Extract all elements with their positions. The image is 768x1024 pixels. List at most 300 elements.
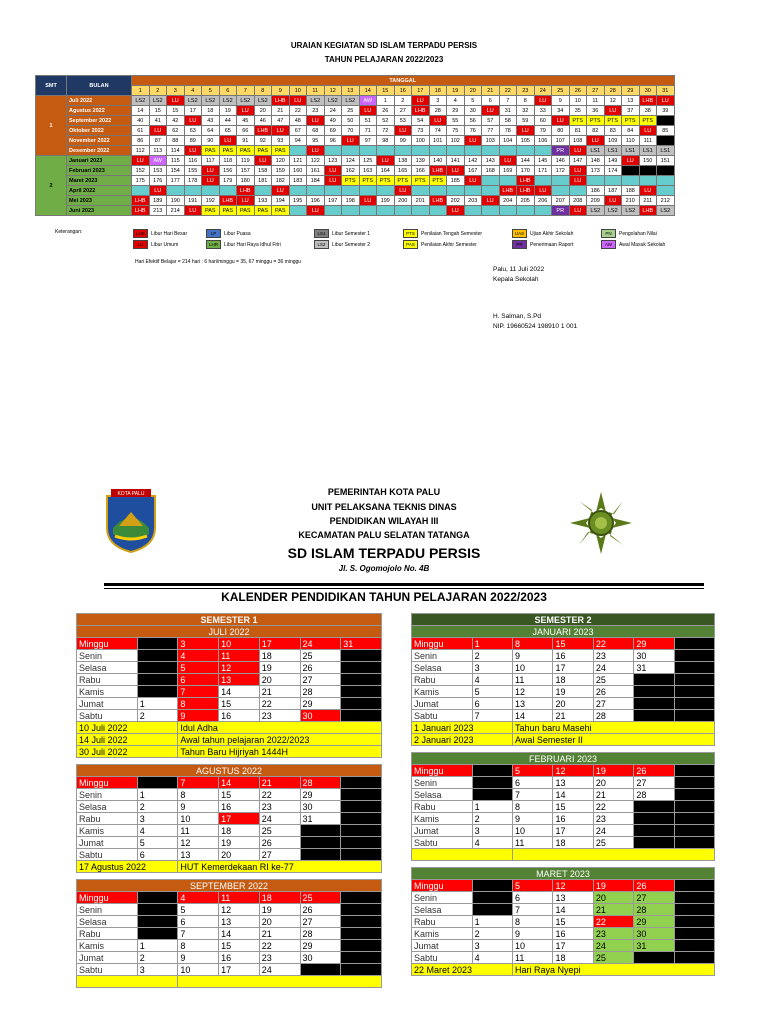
calendar-day: 2 xyxy=(137,801,178,813)
legend-swatch: LS1 xyxy=(314,229,329,238)
schedule-cell: 112 xyxy=(132,146,150,156)
calendar-day: 8 xyxy=(513,916,553,928)
calendar-day: 15 xyxy=(553,916,593,928)
schedule-cell: 124 xyxy=(342,156,360,166)
legend-text: Pengolahan Nilai xyxy=(619,230,657,237)
calendar-day: 3 xyxy=(137,964,178,976)
event-date: 22 Maret 2023 xyxy=(412,964,513,976)
schedule-cell xyxy=(517,206,535,216)
weekday-label: Rabu xyxy=(412,916,473,928)
calendar-day xyxy=(341,964,382,976)
weekday-label: Selasa xyxy=(77,916,138,928)
calendar-day: 9 xyxy=(513,928,553,940)
calendar-day: 7 xyxy=(513,789,553,801)
legend-text: Penerimaan Raport xyxy=(530,241,574,248)
calendar-day: 17 xyxy=(553,825,593,837)
schedule-cell: LS1 xyxy=(622,146,640,156)
schedule-cell xyxy=(359,146,377,156)
calendar-day: 27 xyxy=(593,698,633,710)
schedule-cell: 22 xyxy=(289,106,307,116)
calendar-day: 23 xyxy=(259,801,300,813)
calendar-day: 30 xyxy=(300,952,341,964)
calendar-day: 4 xyxy=(178,650,219,662)
calendar-day xyxy=(634,837,674,849)
schedule-cell: 195 xyxy=(289,196,307,206)
calendar-day xyxy=(674,686,714,698)
semester-1-label: 1 xyxy=(36,96,67,156)
event-date: 30 Juli 2022 xyxy=(77,746,178,758)
schedule-cell: 23 xyxy=(307,106,325,116)
calendar-day: 3 xyxy=(472,825,512,837)
day-number: 29 xyxy=(622,86,640,96)
schedule-cell: 162 xyxy=(342,166,360,176)
day-number: 22 xyxy=(499,86,517,96)
schedule-cell: LU xyxy=(184,116,202,126)
calendar-day xyxy=(137,928,178,940)
schedule-cell: LU xyxy=(237,106,255,116)
schedule-cell: 207 xyxy=(552,196,570,206)
schedule-cell: 166 xyxy=(412,166,430,176)
weekday-label: Jumat xyxy=(77,698,138,710)
schedule-cell: 212 xyxy=(657,196,675,206)
calendar-day xyxy=(341,825,382,837)
calendar-day: 13 xyxy=(178,849,219,861)
schedule-cell: 213 xyxy=(149,206,167,216)
schedule-cell: LU xyxy=(359,196,377,206)
calendar-day: 29 xyxy=(300,940,341,952)
calendar-day: 18 xyxy=(553,674,593,686)
schedule-cell: 169 xyxy=(499,166,517,176)
legend-text: Libur Hari Besar xyxy=(151,230,188,237)
semester-2-label: 2 xyxy=(36,156,67,216)
schedule-cell: 6 xyxy=(482,96,500,106)
legend-item xyxy=(206,229,251,238)
calendar-day: 1 xyxy=(472,801,512,813)
schedule-cell xyxy=(657,136,675,146)
calendar-day: 19 xyxy=(259,662,300,674)
calendar-day: 27 xyxy=(634,777,674,789)
event-name: Tahun baru Masehi xyxy=(513,722,715,734)
calendar-day: 3 xyxy=(137,813,178,825)
schedule-cell: 173 xyxy=(587,166,605,176)
schedule-cell: 161 xyxy=(307,166,325,176)
calendar-day xyxy=(634,674,674,686)
calendar-day: 20 xyxy=(593,892,633,904)
calendar-day: 7 xyxy=(472,710,512,722)
legend-item xyxy=(133,229,187,238)
schedule-cell: 111 xyxy=(639,136,657,146)
calendar-day: 28 xyxy=(300,928,341,940)
calendar-day: 22 xyxy=(259,940,300,952)
legend-swatch: PAS xyxy=(403,240,418,249)
schedule-cell: 39 xyxy=(657,106,675,116)
signature-place-date: Palu, 11 Juli 2022 xyxy=(493,266,545,273)
calendar-day: 14 xyxy=(219,777,260,789)
schedule-cell: 33 xyxy=(534,106,552,116)
month-label: Mei 2023 xyxy=(67,196,132,206)
legend-swatch: UAS xyxy=(512,229,527,238)
schedule-cell: 163 xyxy=(359,166,377,176)
schedule-cell xyxy=(482,186,500,196)
legend-swatch: PR xyxy=(512,240,527,249)
weekday-label: Senin xyxy=(412,777,473,789)
calendar-day xyxy=(674,662,714,674)
day-number: 23 xyxy=(517,86,535,96)
calendar-day xyxy=(634,952,674,964)
calendar-day xyxy=(341,916,382,928)
schedule-cell: 167 xyxy=(464,166,482,176)
schedule-cell xyxy=(587,176,605,186)
calendar-day xyxy=(341,813,382,825)
schedule-cell: LHB xyxy=(254,126,272,136)
calendar-day: 21 xyxy=(259,686,300,698)
calendar-title: KALENDER PENDIDIKAN TAHUN PELAJARAN 2022/2023 xyxy=(221,590,547,604)
day-number: 1 xyxy=(132,86,150,96)
calendar-day xyxy=(472,892,512,904)
calendar-day xyxy=(137,662,178,674)
schedule-cell: 187 xyxy=(604,186,622,196)
calendar-day: 20 xyxy=(593,777,633,789)
schedule-cell: 53 xyxy=(394,116,412,126)
schedule-cell: LU xyxy=(517,126,535,136)
calendar-day xyxy=(472,880,512,892)
schedule-cell: 185 xyxy=(447,176,465,186)
schedule-cell: PAS xyxy=(237,146,255,156)
schedule-cell: LU xyxy=(569,166,587,176)
schedule-cell: LS2 xyxy=(622,206,640,216)
calendar-day: 5 xyxy=(513,880,553,892)
schedule-cell: 31 xyxy=(499,106,517,116)
weekday-label: Sabtu xyxy=(412,710,473,722)
calendar-day: 7 xyxy=(178,928,219,940)
schedule-cell: PTS xyxy=(377,176,395,186)
calendar-day: 2 xyxy=(472,928,512,940)
calendar-day: 16 xyxy=(553,928,593,940)
schedule-cell: 52 xyxy=(377,116,395,126)
schedule-cell: 142 xyxy=(464,156,482,166)
calendar-day: 17 xyxy=(219,964,260,976)
schedule-cell: 165 xyxy=(394,166,412,176)
schedule-cell: 101 xyxy=(429,136,447,146)
calendar-day: 23 xyxy=(259,710,300,722)
calendar-day: 26 xyxy=(259,837,300,849)
letterhead-rule-thin xyxy=(104,588,704,589)
calendar-day: 11 xyxy=(178,825,219,837)
spacer xyxy=(412,976,715,983)
schedule-cell: PAS xyxy=(219,146,237,156)
schedule-cell: 170 xyxy=(517,166,535,176)
schedule-cell: 32 xyxy=(517,106,535,116)
schedule-cell: 27 xyxy=(394,106,412,116)
schedule-cell: LU xyxy=(429,116,447,126)
weekday-label: Jumat xyxy=(412,940,473,952)
calendar-day xyxy=(341,662,382,674)
schedule-cell: LU xyxy=(604,196,622,206)
calendar-day: 14 xyxy=(513,710,553,722)
signature-role: Kepala Sekolah xyxy=(493,276,539,283)
weekday-label: Kamis xyxy=(412,686,473,698)
schedule-cell: 193 xyxy=(254,196,272,206)
schedule-cell: 172 xyxy=(552,166,570,176)
schedule-cell: 4 xyxy=(447,96,465,106)
schedule-cell: 152 xyxy=(132,166,150,176)
weekday-label: Minggu xyxy=(77,777,138,789)
month-label: Agustus 2022 xyxy=(67,106,132,116)
schedule-cell: 7 xyxy=(499,96,517,106)
schedule-cell: 147 xyxy=(569,156,587,166)
schedule-cell: 184 xyxy=(307,176,325,186)
schedule-cell: LU xyxy=(604,106,622,116)
schedule-cell: 93 xyxy=(272,136,290,146)
weekday-label: Kamis xyxy=(77,686,138,698)
schedule-cell: LHB xyxy=(499,186,517,196)
calendar-day: 10 xyxy=(178,813,219,825)
schedule-cell: 202 xyxy=(447,196,465,206)
event-date: 17 Agustus 2022 xyxy=(77,861,178,873)
activity-schedule-table xyxy=(35,75,675,216)
schedule-cell: PTS xyxy=(412,176,430,186)
schedule-cell: 85 xyxy=(657,126,675,136)
schedule-cell: LS2 xyxy=(202,96,220,106)
schedule-cell: 174 xyxy=(604,166,622,176)
calendar-day: 19 xyxy=(219,837,260,849)
schedule-cell: 186 xyxy=(587,186,605,196)
schedule-cell: PAS xyxy=(254,146,272,156)
calendar-day: 9 xyxy=(513,813,553,825)
schedule-cell xyxy=(342,146,360,156)
month-header: JULI 2022 xyxy=(77,626,382,638)
calendar-day xyxy=(341,698,382,710)
schedule-cell: 192 xyxy=(202,196,220,206)
schedule-cell: 210 xyxy=(622,196,640,206)
calendar-day: 9 xyxy=(178,710,219,722)
calendar-day xyxy=(341,892,382,904)
calendar-day: 9 xyxy=(178,801,219,813)
schedule-cell: 25 xyxy=(342,106,360,116)
calendar-day xyxy=(634,825,674,837)
schedule-cell: LU xyxy=(499,156,517,166)
schedule-cell: LS2 xyxy=(132,96,150,106)
schedule-cell: 140 xyxy=(429,156,447,166)
calendar-day: 27 xyxy=(259,849,300,861)
schedule-cell: 77 xyxy=(482,126,500,136)
schedule-cell: LU xyxy=(202,176,220,186)
schedule-cell xyxy=(324,186,342,196)
schedule-cell: 61 xyxy=(132,126,150,136)
schedule-cell xyxy=(289,186,307,196)
month-header: SEPTEMBER 2022 xyxy=(77,880,382,892)
schedule-cell: 9 xyxy=(552,96,570,106)
calendar-day xyxy=(341,928,382,940)
schedule-cell: 58 xyxy=(499,116,517,126)
calendar-day xyxy=(674,928,714,940)
schedule-cell xyxy=(499,146,517,156)
schedule-cell: LU xyxy=(324,166,342,176)
calendar-day: 20 xyxy=(553,698,593,710)
calendar-day: 13 xyxy=(219,674,260,686)
schedule-cell: 51 xyxy=(359,116,377,126)
calendar-day: 24 xyxy=(259,964,300,976)
calendar-day: 4 xyxy=(472,674,512,686)
schedule-cell: 21 xyxy=(272,106,290,116)
schedule-cell: 203 xyxy=(464,196,482,206)
day-number: 24 xyxy=(534,86,552,96)
calendar-day: 12 xyxy=(219,662,260,674)
calendar-day xyxy=(300,837,341,849)
day-number: 13 xyxy=(342,86,360,96)
weekday-label: Senin xyxy=(77,904,138,916)
spacer xyxy=(77,758,382,765)
schedule-cell: 205 xyxy=(517,196,535,206)
calendar-day: 18 xyxy=(259,650,300,662)
day-number: 15 xyxy=(377,86,395,96)
spacer xyxy=(77,988,382,995)
schedule-cell: 188 xyxy=(622,186,640,196)
calendar-day: 14 xyxy=(553,789,593,801)
day-number: 10 xyxy=(289,86,307,96)
schedule-cell: 144 xyxy=(517,156,535,166)
weekday-label: Rabu xyxy=(412,801,473,813)
schedule-cell: 72 xyxy=(377,126,395,136)
schedule-cell xyxy=(307,186,325,196)
schedule-cell: PTS xyxy=(639,116,657,126)
schedule-cell: 139 xyxy=(412,156,430,166)
schedule-cell: 190 xyxy=(167,196,185,206)
calendar-day: 4 xyxy=(472,952,512,964)
schedule-cell: 19 xyxy=(219,106,237,116)
schedule-cell: 123 xyxy=(324,156,342,166)
schedule-cell: 196 xyxy=(307,196,325,206)
schedule-cell: 70 xyxy=(342,126,360,136)
schedule-cell xyxy=(569,186,587,196)
semester-header: SEMESTER 2 xyxy=(412,614,715,626)
schedule-cell: LU xyxy=(167,96,185,106)
calendar-day xyxy=(472,765,512,777)
calendar-day: 10 xyxy=(513,825,553,837)
day-number: 5 xyxy=(202,86,220,96)
schedule-cell: LU xyxy=(569,146,587,156)
smt-header: SMT xyxy=(36,76,67,96)
schedule-cell: 211 xyxy=(639,196,657,206)
calendar-day xyxy=(137,638,178,650)
schedule-cell: 176 xyxy=(149,176,167,186)
spacer xyxy=(412,746,715,753)
calendar-day xyxy=(674,904,714,916)
schedule-cell: 214 xyxy=(167,206,185,216)
schedule-cell: PAS xyxy=(272,206,290,216)
calendar-day: 21 xyxy=(593,904,633,916)
month-label: Maret 2023 xyxy=(67,176,132,186)
month-label: April 2022 xyxy=(67,186,132,196)
month-label: November 2022 xyxy=(67,136,132,146)
schedule-cell: LU xyxy=(289,96,307,106)
schedule-cell: PTS xyxy=(429,176,447,186)
schedule-cell: 82 xyxy=(587,126,605,136)
schedule-cell: LS2 xyxy=(149,96,167,106)
legend-swatch: LU xyxy=(133,240,148,249)
weekday-label: Selasa xyxy=(412,789,473,801)
schedule-cell: LU xyxy=(639,126,657,136)
school-name: SD ISLAM TERPADU PERSIS xyxy=(287,545,481,561)
legend-text: Penilaian Tengah Semester xyxy=(421,230,483,237)
schedule-cell: 160 xyxy=(289,166,307,176)
schedule-cell: LU xyxy=(394,186,412,196)
calendar-day: 24 xyxy=(593,940,633,952)
schedule-cell xyxy=(377,206,395,216)
tanggal-header: TANGGAL xyxy=(132,76,675,86)
month-header: JANUARI 2023 xyxy=(412,626,715,638)
schedule-cell: 54 xyxy=(412,116,430,126)
calendar-day xyxy=(472,904,512,916)
schedule-cell: AW xyxy=(149,156,167,166)
day-number: 25 xyxy=(552,86,570,96)
calendar-day: 4 xyxy=(178,892,219,904)
calendar-day: 12 xyxy=(553,880,593,892)
legend-text: Awal Masuk Sekolah xyxy=(619,241,666,248)
schedule-cell xyxy=(447,186,465,196)
schedule-cell: 175 xyxy=(132,176,150,186)
calendar-day: 13 xyxy=(513,698,553,710)
schedule-cell: LU xyxy=(464,176,482,186)
month-label: Juli 2022 xyxy=(67,96,132,106)
schedule-cell: LS1 xyxy=(604,146,622,156)
event-date: 2 Januari 2023 xyxy=(412,734,513,746)
schedule-cell: 146 xyxy=(552,156,570,166)
weekday-label: Kamis xyxy=(412,813,473,825)
schedule-cell: 122 xyxy=(307,156,325,166)
weekday-label: Kamis xyxy=(412,928,473,940)
schedule-cell: 177 xyxy=(167,176,185,186)
schedule-cell: LU xyxy=(377,156,395,166)
schedule-cell: 97 xyxy=(359,136,377,146)
calendar-day: 22 xyxy=(593,916,633,928)
schedule-cell xyxy=(622,176,640,186)
schedule-cell: LU xyxy=(132,156,150,166)
calendar-day: 23 xyxy=(593,650,633,662)
legend-swatch: AW xyxy=(601,240,616,249)
day-number: 11 xyxy=(307,86,325,96)
schedule-cell: 206 xyxy=(534,196,552,206)
day-number: 30 xyxy=(639,86,657,96)
schedule-cell xyxy=(464,146,482,156)
calendar-day xyxy=(674,801,714,813)
spacer xyxy=(77,873,382,880)
schedule-cell: 125 xyxy=(359,156,377,166)
day-number: 26 xyxy=(569,86,587,96)
schedule-cell: 201 xyxy=(412,196,430,206)
schedule-cell xyxy=(429,206,447,216)
calendar-day: 19 xyxy=(259,904,300,916)
schedule-cell: LHB xyxy=(639,206,657,216)
weekday-label: Kamis xyxy=(77,940,138,952)
schedule-cell: LU xyxy=(482,106,500,116)
schedule-cell: 81 xyxy=(569,126,587,136)
schedule-cell: 57 xyxy=(482,116,500,126)
day-number: 19 xyxy=(447,86,465,96)
schedule-cell: 75 xyxy=(447,126,465,136)
legend-item xyxy=(133,240,178,249)
schedule-cell: 138 xyxy=(394,156,412,166)
schedule-cell: 92 xyxy=(254,136,272,146)
calendar-day xyxy=(634,698,674,710)
calendar-day: 3 xyxy=(178,638,219,650)
schedule-cell: PAS xyxy=(254,206,272,216)
calendar-day: 10 xyxy=(178,964,219,976)
schedule-cell: 83 xyxy=(604,126,622,136)
schedule-cell: 180 xyxy=(237,176,255,186)
legend-text: Ujian Akhir Sekolah xyxy=(530,230,574,237)
schedule-cell: 100 xyxy=(412,136,430,146)
